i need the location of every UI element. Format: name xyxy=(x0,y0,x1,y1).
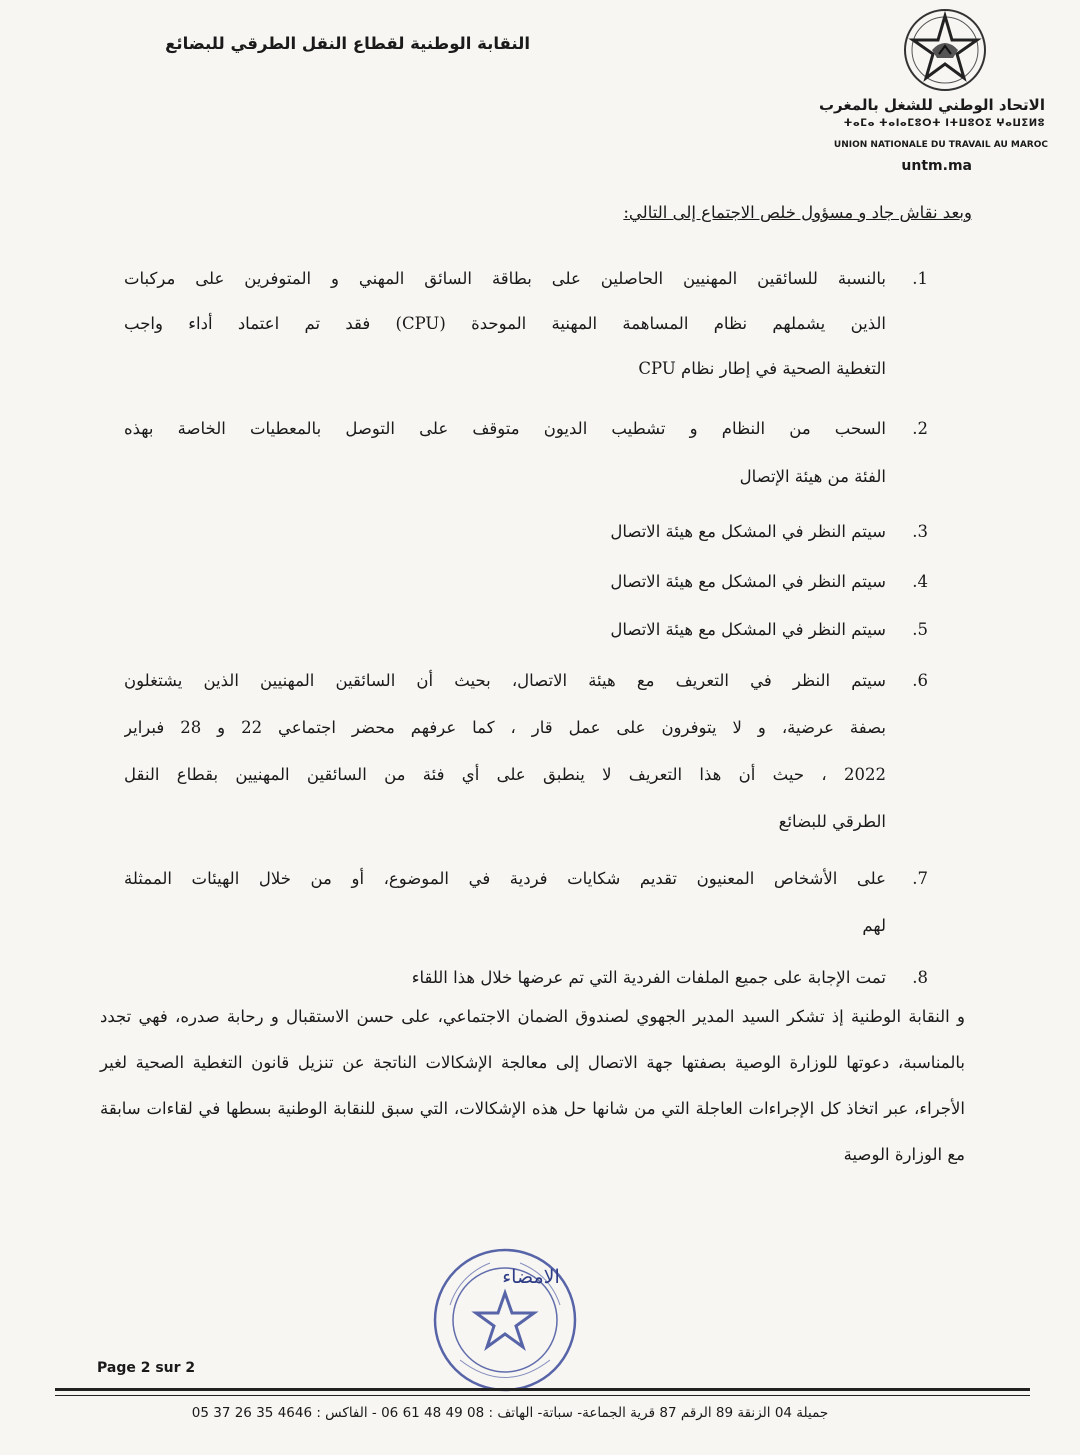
list-item-line: سيتم النظر في المشكل مع هيئة الاتصال xyxy=(610,572,886,591)
footer-rule-thin xyxy=(55,1395,1030,1396)
list-item-number: 1. xyxy=(912,269,928,288)
list-item xyxy=(124,256,928,391)
list-item-number: 4. xyxy=(912,572,928,591)
list-item xyxy=(124,405,928,501)
list-item-line: على الأشخاص المعنيون تقديم شكايات فردية في الموضوع، أو من خلال الهيئات الممثلة xyxy=(124,869,886,888)
list-item-line: تمت الإجابة على جميع الملفات الفردية التي تم عرضها خلال هذا اللقاء xyxy=(411,968,886,987)
list-item-line: لهم xyxy=(862,916,886,935)
syndicate-name: النقابة الوطنية لقطاع النقل الطرقي للبضائع xyxy=(165,34,530,53)
list-item-number: 6. xyxy=(912,671,928,690)
union-website: untm.ma xyxy=(901,158,972,174)
list-item-number: 3. xyxy=(912,522,928,541)
list-item-line: سيتم النظر في المشكل مع هيئة الاتصال xyxy=(610,522,886,541)
union-name-tifinagh: ⵜⴰⵎⴰ ⵜⴰⵏⴰⵎⵓⵔⵜ ⵏⵜⵡⵓⵔⵉ ⵖⴰⵡⵉⵍⵓ xyxy=(843,118,1045,129)
page-number: Page 2 sur 2 xyxy=(97,1360,196,1376)
list-item-number: 8. xyxy=(912,968,928,987)
intro-heading: وبعد نقاش جاد و مسؤول خلص الاجتماع إلى التالي: xyxy=(623,203,972,222)
list-item xyxy=(546,558,928,606)
union-name-french: UNION NATIONALE DU TRAVAIL AU MAROC xyxy=(833,140,1048,150)
list-item xyxy=(546,508,928,556)
footer-address: جميلة 04 الزنقة 89 الرقم 87 قرية الجماعة- سباتة- الهاتف : 08 49 48 61 06 - الفاكس : 4646 35 26 37 05 xyxy=(191,1405,829,1421)
list-item-number: 7. xyxy=(912,869,928,888)
list-item-number: 5. xyxy=(912,620,928,639)
list-item-line: الذين يشملهم نظام المساهمة المهنية الموحدة (CPU) فقد تم اعتماد أداء واجب xyxy=(124,314,886,333)
list-item-line: الفئة من هيئة الإتصال xyxy=(739,467,886,486)
list-item xyxy=(546,606,928,654)
list-item-line: سيتم النظر في التعريف مع هيئة الاتصال، بحيث أن السائقين المهنيين الذين يشتغلون xyxy=(124,671,886,690)
list-item-line: بالنسبة للسائقين المهنيين الحاصلين على بطاقة السائق المهني و المتوفرين على مركبات xyxy=(124,269,886,288)
list-item-line: سيتم النظر في المشكل مع هيئة الاتصال xyxy=(610,620,886,639)
list-item-line: التغطية الصحية في إطار نظام CPU xyxy=(638,359,886,378)
union-name-arabic: الاتحاد الوطني للشغل بالمغرب xyxy=(818,96,1045,114)
list-item-number: 2. xyxy=(912,419,928,438)
footer-rule xyxy=(55,1388,1030,1391)
list-item xyxy=(124,657,928,845)
list-item-line: بصفة عرضية، و لا يتوفرون على عمل قار ، كما عرفهم محضر اجتماعي 22 و 28 فبراير xyxy=(124,718,886,737)
list-item xyxy=(124,855,928,949)
signature-label: الامضاء xyxy=(502,1266,560,1288)
list-item-line: 2022 ، حيث أن هذا التعريف لا ينطبق على أي فئة من السائقين المهنيين بقطاع النقل xyxy=(124,765,886,784)
closing-paragraph: و النقابة الوطنية إذ تشكر السيد المدير الجهوي لصندوق الضمان الاجتماعي، على حسن الاستقبال و رحابة صدره، فهي تجدد بالمناسبة، دعوتها للوزارة الوصية بصفتها جهة الاتصال إلى معالجة الإشكالات الناتجة عن تنزيل قانون التغطية الصحية لغير الأجراء، عبر اتخاذ كل الإجراءات العاجلة التي من شانها حل هذه الإشكالات، التي سبق للنقابة الوطنية بسطها في لقاءات سابقة مع الوزارة الوصية xyxy=(100,1007,965,1164)
list-item-line: الطرقي للبضائع xyxy=(778,812,886,831)
list-item-line: السحب من النظام و تشطيب الديون متوقف على التوصل بالمعطيات الخاصة بهذه xyxy=(124,419,886,438)
